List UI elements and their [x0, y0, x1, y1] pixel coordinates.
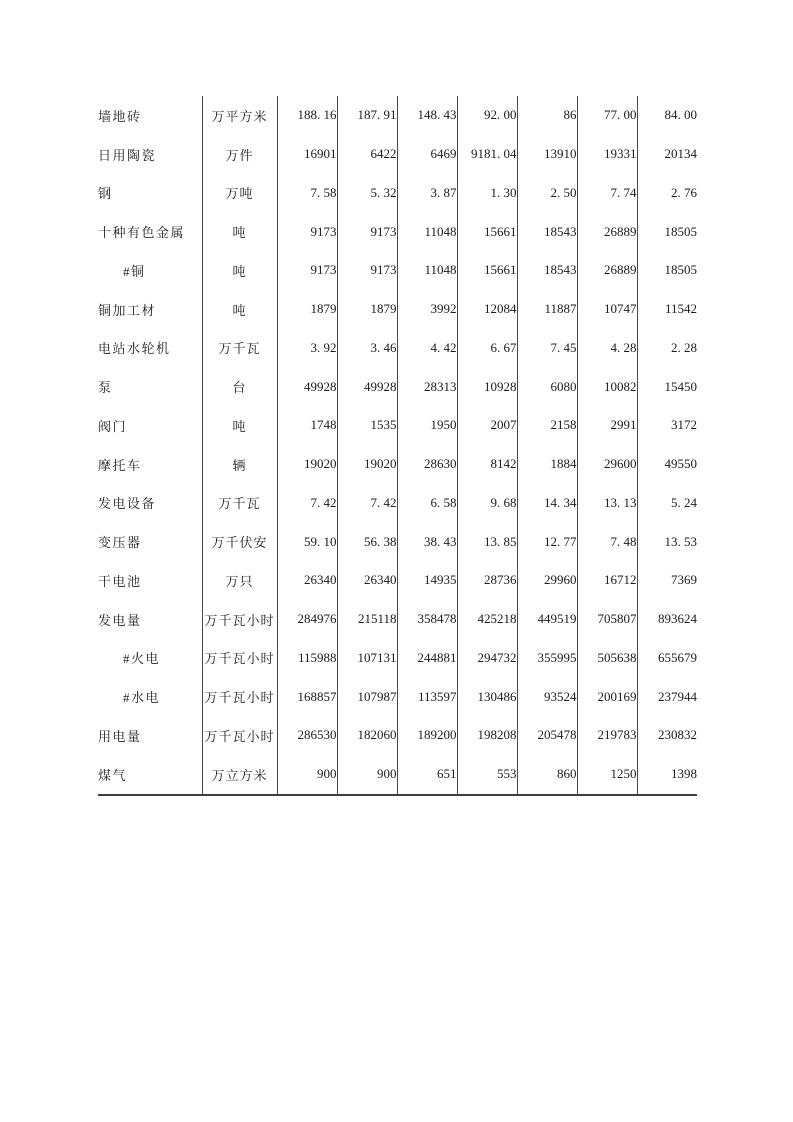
value-cell: 1950 — [397, 406, 457, 445]
unit-cell: 万千瓦 — [202, 484, 277, 523]
value-cell: 244881 — [397, 639, 457, 678]
value-cell: 15450 — [664, 378, 697, 394]
value-cell: 12. 77 — [517, 522, 577, 561]
value-cell: 1879 — [277, 290, 337, 329]
value-cell: 7. 58 — [277, 174, 337, 213]
value-cell: 237944 — [658, 688, 697, 704]
product-name-cell: 十种有色金属 — [98, 212, 202, 251]
value-cell: 286530 — [277, 716, 337, 755]
value-cell: 655679 — [658, 649, 697, 665]
value-cell: 6. 67 — [457, 329, 517, 368]
value-cell: 651 — [397, 755, 457, 795]
table-row — [98, 716, 697, 755]
value-cell: 6080 — [517, 367, 577, 406]
value-cell: 7369 — [671, 572, 697, 588]
value-cell: 29960 — [517, 561, 577, 600]
value-cell: 7. 42 — [277, 484, 337, 523]
table-row — [98, 174, 697, 213]
value-cell: 19020 — [277, 445, 337, 484]
value-cell: 11542 — [664, 301, 697, 317]
table-row — [98, 677, 697, 716]
value-cell: 425218 — [457, 600, 517, 639]
value-cell: 2007 — [457, 406, 517, 445]
value-cell: 900 — [337, 755, 397, 795]
value-cell: 26340 — [277, 561, 337, 600]
value-cell: 705807 — [577, 600, 637, 639]
product-name-cell: 发电设备 — [98, 484, 202, 523]
value-cell: 26340 — [337, 561, 397, 600]
value-cell: 14935 — [397, 561, 457, 600]
value-cell: 449519 — [517, 600, 577, 639]
value-cell: 1250 — [577, 755, 637, 795]
value-cell: 28630 — [397, 445, 457, 484]
product-name-cell: 用电量 — [98, 716, 202, 755]
unit-cell: 台 — [202, 367, 277, 406]
value-cell: 284976 — [277, 600, 337, 639]
table-row — [98, 329, 697, 368]
value-cell: 5. 24 — [671, 494, 697, 510]
value-cell: 107131 — [337, 639, 397, 678]
value-cell: 15661 — [457, 212, 517, 251]
value-cell: 215118 — [337, 600, 397, 639]
product-name-cell: 发电量 — [98, 600, 202, 639]
value-cell: 6. 58 — [397, 484, 457, 523]
value-cell: 8142 — [457, 445, 517, 484]
value-cell: 18543 — [517, 212, 577, 251]
value-cell: 355995 — [517, 639, 577, 678]
value-cell: 26889 — [577, 251, 637, 290]
value-cell: 358478 — [397, 600, 457, 639]
value-cell: 200169 — [577, 677, 637, 716]
value-cell: 188. 16 — [277, 96, 337, 135]
product-name-cell: 变压器 — [98, 522, 202, 561]
value-cell: 107987 — [337, 677, 397, 716]
value-cell: 1. 30 — [457, 174, 517, 213]
value-cell: 4. 42 — [397, 329, 457, 368]
value-cell: 10747 — [577, 290, 637, 329]
value-cell: 19020 — [337, 445, 397, 484]
table-row — [98, 367, 697, 406]
value-cell: 18543 — [517, 251, 577, 290]
value-cell: 38. 43 — [397, 522, 457, 561]
value-cell: 18505 — [664, 223, 697, 239]
value-cell: 7. 42 — [337, 484, 397, 523]
value-cell: 168857 — [277, 677, 337, 716]
value-cell: 12084 — [457, 290, 517, 329]
product-name-cell: 钢 — [98, 174, 202, 213]
value-cell: 16712 — [577, 561, 637, 600]
table-row — [98, 484, 697, 523]
value-cell: 20134 — [664, 146, 697, 162]
value-cell: 553 — [457, 755, 517, 795]
table-row — [98, 522, 697, 561]
value-cell: 16901 — [277, 135, 337, 174]
value-cell: 9173 — [337, 251, 397, 290]
table-row — [98, 755, 697, 795]
value-cell: 4. 28 — [577, 329, 637, 368]
unit-cell: 万千瓦小时 — [202, 600, 277, 639]
value-cell: 29600 — [577, 445, 637, 484]
unit-cell: 万只 — [202, 561, 277, 600]
value-cell: 893624 — [658, 611, 697, 627]
value-cell: 860 — [517, 755, 577, 795]
value-cell: 59. 10 — [277, 522, 337, 561]
value-cell: 11887 — [517, 290, 577, 329]
value-cell: 148. 43 — [397, 96, 457, 135]
value-cell: 1884 — [517, 445, 577, 484]
product-name-cell: 电站水轮机 — [98, 329, 202, 368]
value-cell: 93524 — [517, 677, 577, 716]
value-cell: 219783 — [577, 716, 637, 755]
value-cell: 7. 74 — [577, 174, 637, 213]
unit-cell: 万千瓦小时 — [202, 677, 277, 716]
value-cell: 2. 76 — [671, 184, 697, 200]
unit-cell: 吨 — [202, 406, 277, 445]
unit-cell: 万千瓦小时 — [202, 639, 277, 678]
value-cell: 92. 00 — [457, 96, 517, 135]
table-row — [98, 212, 697, 251]
value-cell: 115988 — [277, 639, 337, 678]
product-name-cell: #水电 — [98, 677, 202, 716]
value-cell: 6469 — [397, 135, 457, 174]
value-cell: 1398 — [671, 766, 697, 782]
value-cell: 28736 — [457, 561, 517, 600]
value-cell: 3172 — [671, 417, 697, 433]
value-cell: 10928 — [457, 367, 517, 406]
value-cell: 84. 00 — [664, 107, 697, 123]
value-cell: 77. 00 — [577, 96, 637, 135]
value-cell: 28313 — [397, 367, 457, 406]
product-name-cell: 日用陶瓷 — [98, 135, 202, 174]
value-cell: 7. 45 — [517, 329, 577, 368]
value-cell: 9173 — [337, 212, 397, 251]
value-cell: 2991 — [577, 406, 637, 445]
value-cell: 86 — [517, 96, 577, 135]
unit-cell: 万平方米 — [202, 96, 277, 135]
value-cell: 18505 — [664, 262, 697, 278]
unit-cell: 万立方米 — [202, 755, 277, 795]
value-cell: 13. 13 — [577, 484, 637, 523]
value-cell: 13. 53 — [664, 533, 697, 549]
value-cell: 198208 — [457, 716, 517, 755]
value-cell: 3. 92 — [277, 329, 337, 368]
unit-cell: 万千伏安 — [202, 522, 277, 561]
product-name-cell: 摩托车 — [98, 445, 202, 484]
unit-cell: 辆 — [202, 445, 277, 484]
unit-cell: 万千瓦 — [202, 329, 277, 368]
value-cell: 1748 — [277, 406, 337, 445]
table-row — [98, 135, 697, 174]
product-name-cell: #铜 — [98, 251, 202, 290]
value-cell: 49550 — [664, 456, 697, 472]
value-cell: 11048 — [397, 251, 457, 290]
value-cell: 182060 — [337, 716, 397, 755]
table-row — [98, 251, 697, 290]
value-cell: 205478 — [517, 716, 577, 755]
value-cell: 3. 46 — [337, 329, 397, 368]
value-cell: 230832 — [658, 727, 697, 743]
product-name-cell: #火电 — [98, 639, 202, 678]
value-cell: 49928 — [277, 367, 337, 406]
value-cell: 49928 — [337, 367, 397, 406]
value-cell: 26889 — [577, 212, 637, 251]
table-row — [98, 639, 697, 678]
value-cell: 2. 28 — [671, 339, 697, 355]
value-cell: 9181. 04 — [457, 135, 517, 174]
value-cell: 15661 — [457, 251, 517, 290]
value-cell: 14. 34 — [517, 484, 577, 523]
value-cell: 2. 50 — [517, 174, 577, 213]
value-cell: 113597 — [397, 677, 457, 716]
unit-cell: 吨 — [202, 212, 277, 251]
value-cell: 5. 32 — [337, 174, 397, 213]
table-row — [98, 290, 697, 329]
unit-cell: 吨 — [202, 290, 277, 329]
table-row — [98, 406, 697, 445]
value-cell: 187. 91 — [337, 96, 397, 135]
production-output-table — [98, 96, 697, 796]
value-cell: 3. 87 — [397, 174, 457, 213]
unit-cell: 万吨 — [202, 174, 277, 213]
value-cell: 294732 — [457, 639, 517, 678]
unit-cell: 万件 — [202, 135, 277, 174]
table-row — [98, 600, 697, 639]
product-name-cell: 阀门 — [98, 406, 202, 445]
value-cell: 6422 — [337, 135, 397, 174]
value-cell: 505638 — [577, 639, 637, 678]
table-row — [98, 445, 697, 484]
value-cell: 1879 — [337, 290, 397, 329]
table-row — [98, 96, 697, 135]
value-cell: 3992 — [397, 290, 457, 329]
value-cell: 9. 68 — [457, 484, 517, 523]
product-name-cell: 墙地砖 — [98, 96, 202, 135]
value-cell: 13910 — [517, 135, 577, 174]
value-cell: 2158 — [517, 406, 577, 445]
value-cell: 900 — [277, 755, 337, 795]
product-name-cell: 铜加工材 — [98, 290, 202, 329]
product-name-cell: 泵 — [98, 367, 202, 406]
value-cell: 130486 — [457, 677, 517, 716]
value-cell: 7. 48 — [577, 522, 637, 561]
value-cell: 189200 — [397, 716, 457, 755]
value-cell: 1535 — [337, 406, 397, 445]
unit-cell: 万千瓦小时 — [202, 716, 277, 755]
product-name-cell: 干电池 — [98, 561, 202, 600]
value-cell: 11048 — [397, 212, 457, 251]
product-name-cell: 煤气 — [98, 755, 202, 795]
value-cell: 19331 — [577, 135, 637, 174]
value-cell: 13. 85 — [457, 522, 517, 561]
table-body — [98, 96, 697, 795]
value-cell: 10082 — [577, 367, 637, 406]
value-cell: 56. 38 — [337, 522, 397, 561]
unit-cell: 吨 — [202, 251, 277, 290]
table-row — [98, 561, 697, 600]
value-cell: 9173 — [277, 212, 337, 251]
value-cell: 9173 — [277, 251, 337, 290]
